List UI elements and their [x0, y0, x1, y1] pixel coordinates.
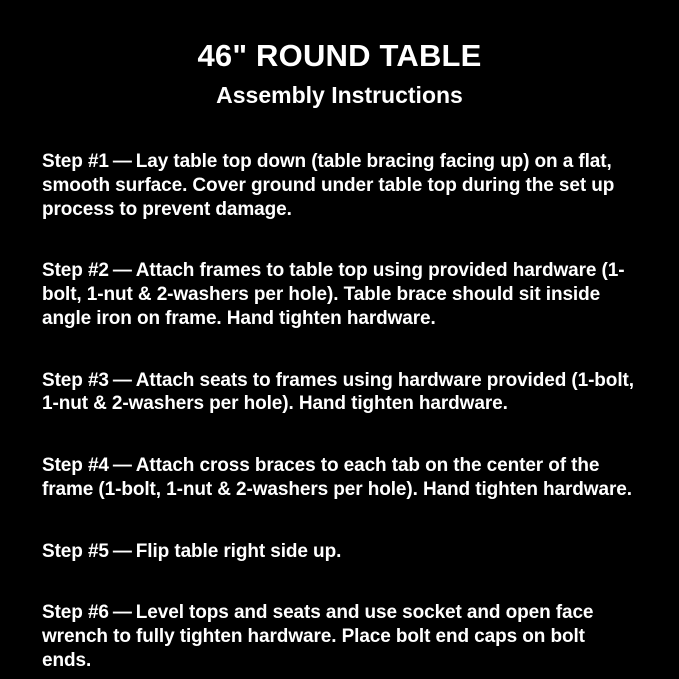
step-dash: — — [112, 540, 132, 562]
step-text: Attach seats to frames using hardware provided (1-bolt, 1-nut & 2-washers per hole). Hand tighten hardware. — [42, 369, 634, 415]
step-text: Flip table right side up. — [135, 540, 342, 562]
steps-list — [42, 131, 637, 673]
page-title: 46" ROUND TABLE — [197, 38, 482, 73]
step-label: Step #1 — [42, 151, 109, 173]
page-subtitle: Assembly Instructions — [216, 81, 463, 108]
step-item — [42, 369, 637, 417]
step-text: Level tops and seats and use socket and open face wrench to fully tighten hardware. Place bolt end caps on bolt ends. — [42, 602, 594, 671]
step-dash: — — [112, 151, 132, 173]
step-dash: — — [112, 455, 132, 477]
step-dash: — — [112, 369, 132, 391]
step-item — [42, 540, 637, 564]
step-dash: — — [112, 260, 132, 282]
step-item — [42, 454, 637, 502]
step-label: Step #3 — [42, 369, 109, 391]
step-item — [42, 601, 637, 672]
step-item — [42, 150, 637, 221]
step-item — [42, 259, 637, 330]
step-text: Lay table top down (table bracing facing up) on a flat, smooth surface. Cover ground under table top during the set up process to prevent damage. — [42, 151, 615, 220]
step-dash: — — [112, 602, 132, 624]
step-text: Attach frames to table top using provided hardware (1-bolt, 1-nut & 2-washers per hole). Table brace should sit inside angle iron on frame. Hand tighten hardware. — [42, 260, 625, 329]
step-label: Step #6 — [42, 602, 109, 624]
step-label: Step #5 — [42, 540, 109, 562]
step-label: Step #4 — [42, 455, 109, 477]
step-text: Attach cross braces to each tab on the center of the frame (1-bolt, 1-nut & 2-washers per hole). Hand tighten hardware. — [42, 455, 632, 500]
step-label: Step #2 — [42, 260, 109, 282]
